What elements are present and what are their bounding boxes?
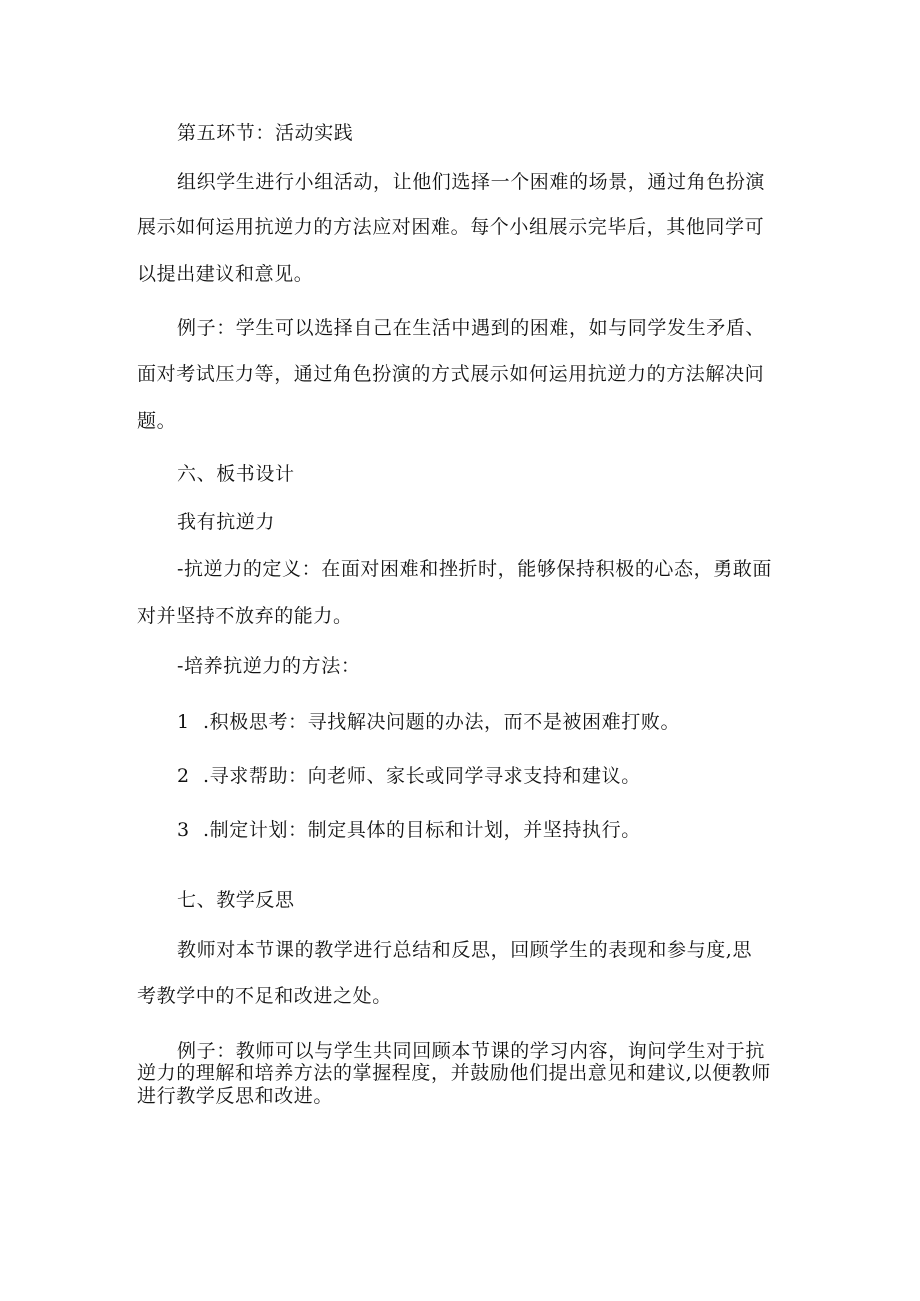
board-title: 我有抗逆力 bbox=[177, 511, 276, 533]
definition-line: -抗逆力的定义：在面对困难和挫折时，能够保持积极的心态，勇敢面 bbox=[177, 558, 773, 580]
paragraph-line: 以提出建议和意见。 bbox=[137, 263, 314, 285]
example-line: 面对考试压力等，通过角色扮演的方式展示如何运用抗逆力的方法解决问 bbox=[137, 363, 765, 385]
method-number: 1 bbox=[177, 711, 190, 733]
paragraph-line: 教师对本节课的教学进行总结和反思，回顾学生的表现和参与度,思 bbox=[177, 939, 753, 961]
method-text: .积极思考：寻找解决问题的办法，而不是被困难打败。 bbox=[203, 711, 681, 733]
definition-line: 对并坚持不放弃的能力。 bbox=[137, 605, 353, 627]
paragraph-line: 展示如何运用抗逆力的方法应对困难。每个小组展示完毕后，其他同学可 bbox=[137, 216, 765, 238]
method-number: 2 bbox=[177, 765, 190, 787]
method-item bbox=[177, 818, 837, 842]
example-line: 例子：学生可以选择自己在生活中遇到的困难，如与同学发生矛盾、 bbox=[177, 317, 766, 339]
method-item bbox=[177, 764, 837, 788]
paragraph-line: 组织学生进行小组活动，让他们选择一个困难的场景，通过角色扮演 bbox=[177, 171, 766, 193]
example-line: 例子：教师可以与学生共同回顾本节课的学习内容，询问学生对于抗 bbox=[177, 1040, 766, 1062]
method-number: 3 bbox=[177, 819, 190, 841]
example-line: 逆力的理解和培养方法的掌握程度，并鼓励他们提出意见和建议,以便教师 bbox=[137, 1062, 771, 1084]
paragraph-line: 考教学中的不足和改进之处。 bbox=[137, 985, 392, 1007]
example-line: 题。 bbox=[137, 410, 177, 432]
section6-heading: 六、板书设计 bbox=[177, 463, 295, 485]
methods-heading: -培养抗逆力的方法： bbox=[177, 655, 361, 677]
section7-heading: 七、教学反思 bbox=[177, 889, 295, 911]
example-line: 进行教学反思和改进。 bbox=[137, 1085, 334, 1107]
section5-heading: 第五环节：活动实践 bbox=[177, 122, 354, 144]
method-item bbox=[177, 710, 837, 734]
method-text: .寻求帮助：向老师、家长或同学寻求支持和建议。 bbox=[203, 765, 641, 787]
method-text: .制定计划：制定具体的目标和计划，并坚持执行。 bbox=[203, 819, 641, 841]
